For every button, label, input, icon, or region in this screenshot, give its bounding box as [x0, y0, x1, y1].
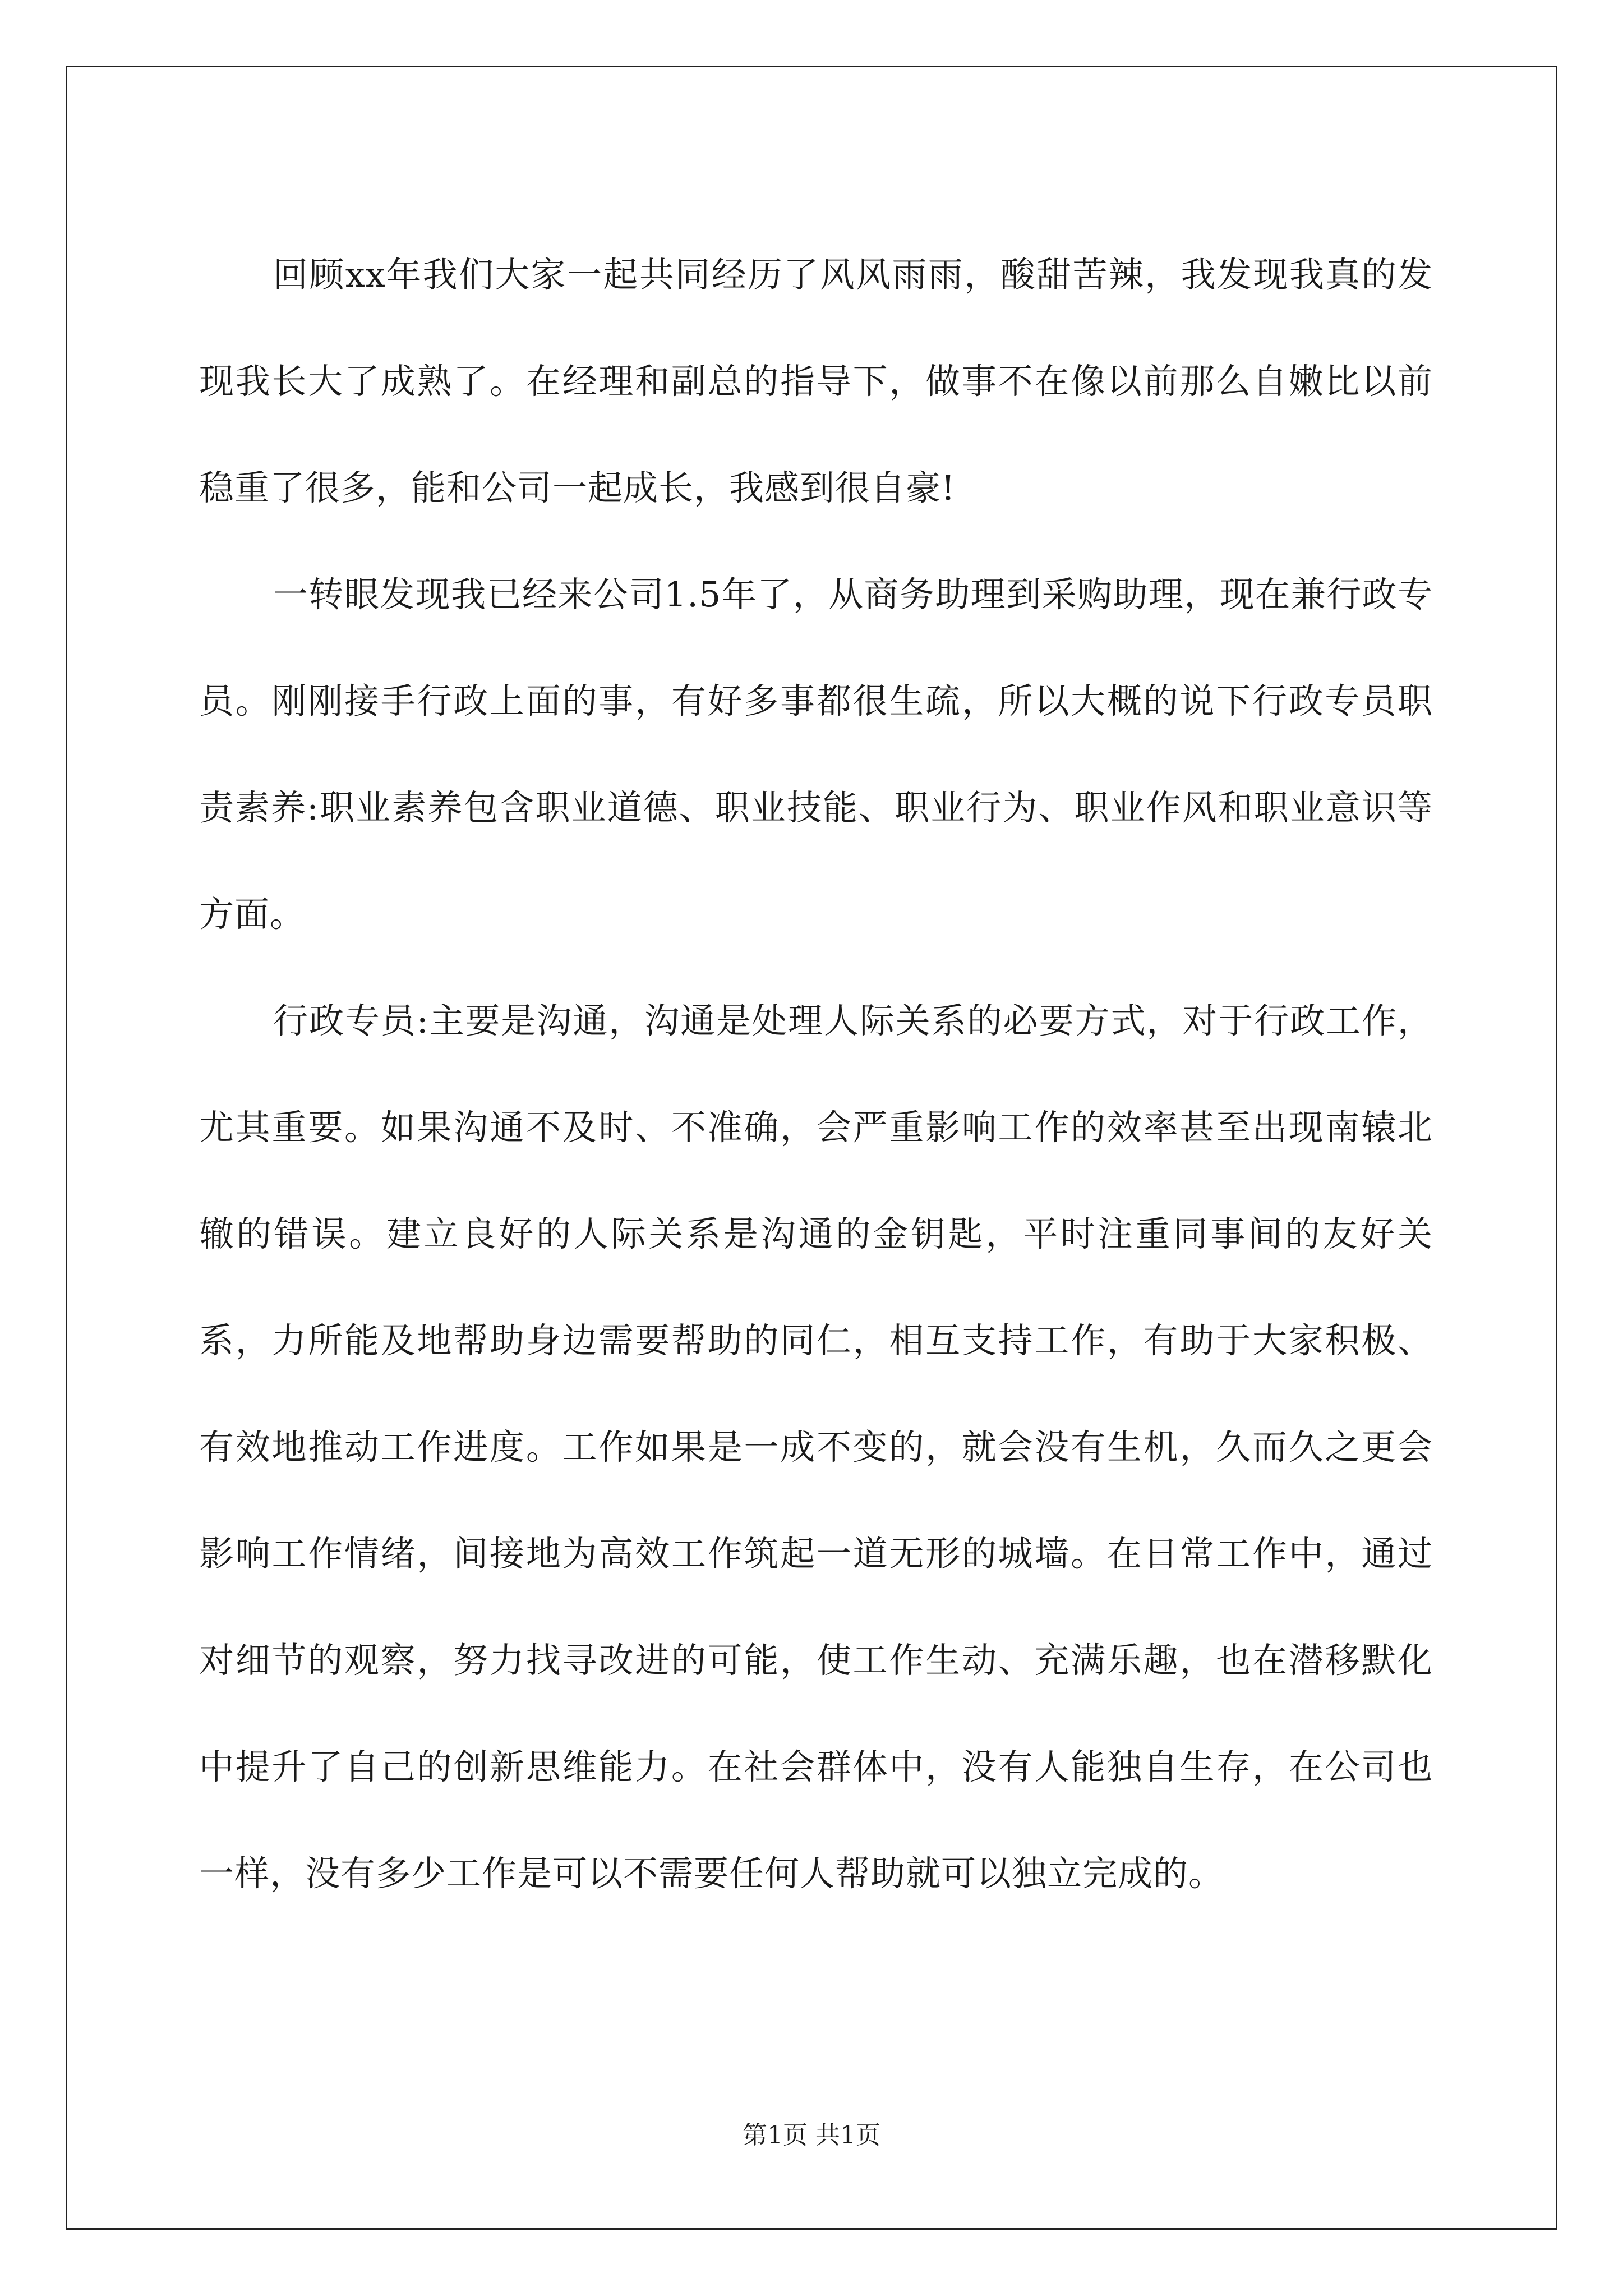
paragraph-2: 一转眼发现我已经来公司1.5年了，从商务助理到采购助理，现在兼行政专员。刚刚接手行政上面的事，有好多事都很生疏，所以大概的说下行政专员职责素养:职业素养包含职业道德、职业技能、职业行为、职业作风和职业意识等方面。 [199, 574, 1433, 935]
paragraph-1: 回顾xx年我们大家一起共同经历了风风雨雨，酸甜苦辣，我发现我真的发现我长大了成熟了。在经理和副总的指导下，做事不在像以前那么自嫩比以前稳重了很多，能和公司一起成长，我感到很自豪! [199, 254, 1433, 508]
document-body [199, 222, 1433, 1927]
page-footer: 第1页 共1页 [743, 2121, 880, 2150]
paragraph-3: 行政专员:主要是沟通，沟通是处理人际关系的必要方式，对于行政工作，尤其重要。如果沟通不及时、不准确，会严重影响工作的效率甚至出现南辕北辙的错误。建立良好的人际关系是沟通的金钥匙，平时注重同事间的友好关系，力所能及地帮助身边需要帮助的同仁，相互支持工作，有助于大家积极、有效地推动工作进度。工作如果是一成不变的，就会没有生机，久而久之更会影响工作情绪，间接地为高效工作筑起一道无形的城墙。在日常工作中，通过对细节的观察，努力找寻改进的可能，使工作生动、充满乐趣，也在潜移默化中提升了自己的创新思维能力。在社会群体中，没有人能独自生存，在公司也一样，没有多少工作是可以不需要任何人帮助就可以独立完成的。 [199, 1000, 1433, 1894]
